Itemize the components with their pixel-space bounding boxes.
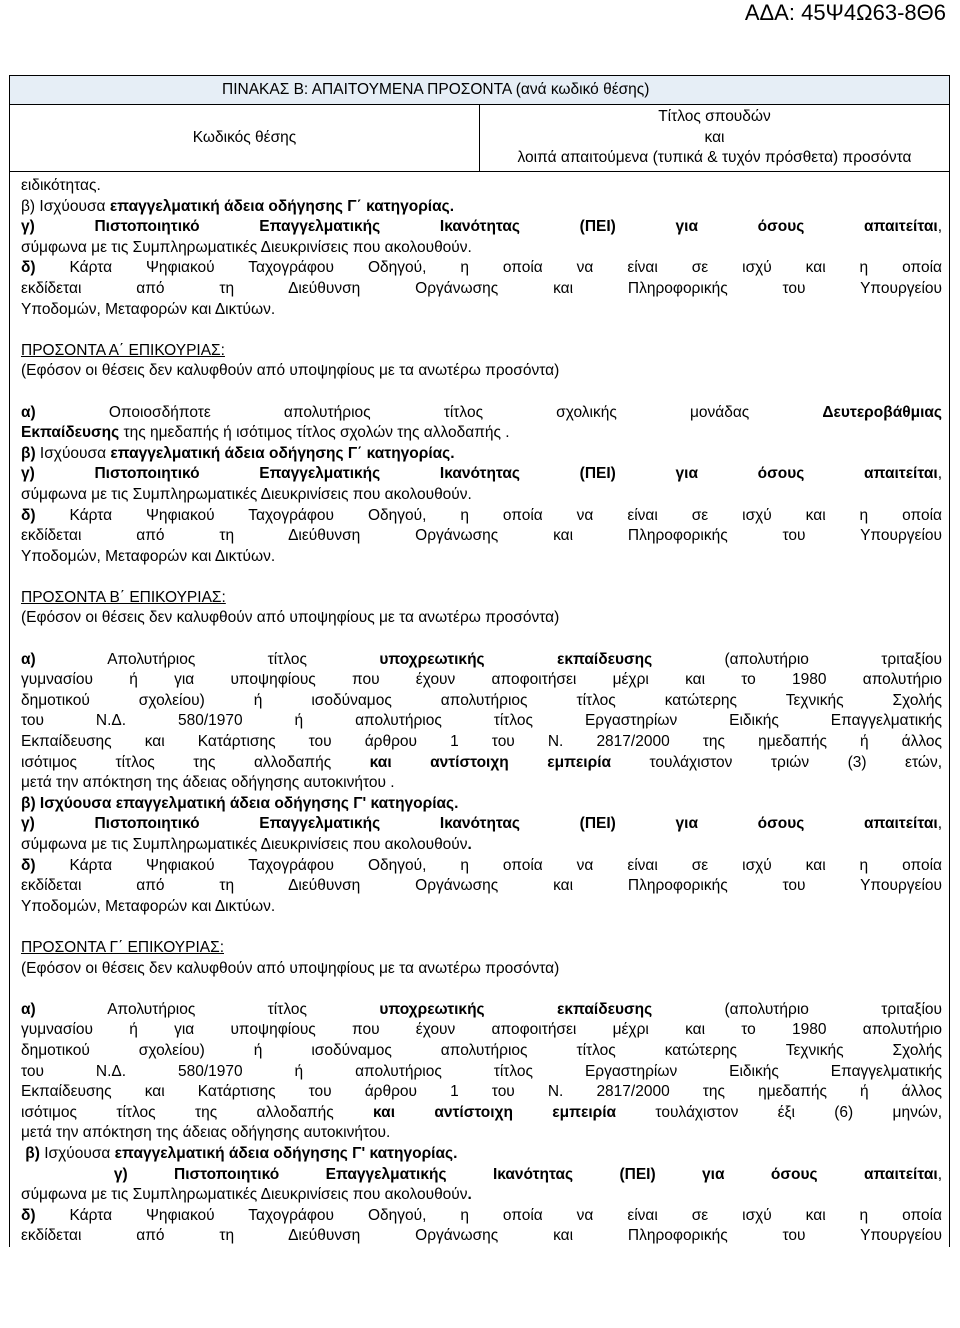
text-line: σύμφωνα με τις Συμπληρωματικές Διευκρινίσεις που ακολουθούν.	[21, 485, 472, 503]
text-line: μετά την απόκτηση της άδειας οδήγησης αυτοκινήτου.	[21, 1124, 391, 1142]
column-header-code: Κωδικός θέσης	[10, 105, 480, 172]
table-title-row	[10, 76, 950, 105]
text-line: β) Ισχύουσα επαγγελματική άδεια οδήγησης Γ΄ κατηγορίας.	[21, 444, 455, 462]
text-line: α) Απολυτήριος τίτλος υποχρεωτικής εκπαίδευσης (απολυτήριο τριταξίου	[21, 1000, 942, 1018]
table-header-row	[10, 105, 950, 172]
text-line: του Ν.Δ. 580/1970 ή απολυτήριος τίτλος Εργαστηρίων Ειδικής Επαγγελματικής	[21, 1062, 942, 1080]
text-line: β) Ισχύουσα επαγγελματική άδεια οδήγησης Γ' κατηγορίας.	[21, 794, 459, 812]
ada-code: ΑΔΑ: 45Ψ4Ω63-8Θ6	[744, 0, 946, 25]
text-line: σύμφωνα με τις Συμπληρωματικές Διευκρινίσεις που ακολουθούν.	[21, 238, 472, 256]
text-line: Υποδομών, Μεταφορών και Δικτύων.	[21, 300, 276, 318]
text-line: ισότιμος τίτλος της αλλοδαπής και αντίστοιχη εμπειρία τουλάχιστον τριών (3) ετών,	[21, 753, 942, 771]
text-line: Εκπαίδευσης και Κατάρτισης του άρθρου 1 του Ν. 2817/2000 της ημεδαπής ή άλλος	[21, 733, 942, 751]
section-heading: ΠΡΟΣΟΝΤΑ Γ΄ ΕΠΙΚΟΥΡΙΑΣ:	[21, 938, 224, 956]
text-line: Υποδομών, Μεταφορών και Δικτύων.	[21, 897, 276, 915]
text-line: δ) Κάρτα Ψηφιακού Ταχογράφου Οδηγού, η οποία να είναι σε ισχύ και η οποία	[21, 259, 942, 277]
text-line: δ) Κάρτα Ψηφιακού Ταχογράφου Οδηγού, η οποία να είναι σε ισχύ και η οποία	[21, 506, 942, 524]
text-line: γ) Πιστοποιητικό Επαγγελματικής Ικανότητας (ΠΕΙ) για όσους απαιτείται,	[21, 1165, 942, 1183]
text-line: σύμφωνα με τις Συμπληρωματικές Διευκρινίσεις που ακολουθούν.	[21, 836, 472, 853]
text-line: Εκπαίδευσης της ημεδαπής ή ισότιμος τίτλος σχολών της αλλοδαπής .	[21, 424, 510, 442]
text-line: γυμνασίου ή για υποψηφίους που έχουν αποφοιτήσει μέχρι και το 1980 απολυτήριο	[21, 1021, 942, 1039]
text-line: γ) Πιστοποιητικό Επαγγελματικής Ικανότητας (ΠΕΙ) για όσους απαιτείται,	[21, 218, 942, 236]
text-line: α) Απολυτήριος τίτλος υποχρεωτικής εκπαίδευσης (απολυτήριο τριταξίου	[21, 650, 942, 668]
section-heading: ΠΡΟΣΟΝΤΑ Β΄ ΕΠΙΚΟΥΡΙΑΣ:	[21, 588, 226, 606]
text-line: ισότιμος τίτλος της αλλοδαπής και αντίστοιχη εμπειρία τουλάχιστον έξι (6) μηνών,	[21, 1103, 942, 1121]
text-line: μετά την απόκτηση της άδειας οδήγησης αυτοκινήτου .	[21, 774, 395, 792]
text-line: του Ν.Δ. 580/1970 ή απολυτήριος τίτλος Εργαστηρίων Ειδικής Επαγγελματικής	[21, 712, 942, 730]
requirements-cell	[10, 172, 950, 1247]
text-line: γ) Πιστοποιητικό Επαγγελματικής Ικανότητας (ΠΕΙ) για όσους απαιτείται,	[21, 815, 942, 833]
text-line: α) Οποιοσδήποτε απολυτήριος τίτλος σχολικής μονάδας Δευτεροβάθμιας	[21, 403, 942, 421]
text-line: εκδίδεται από τη Διεύθυνση Οργάνωσης και Πληροφορικής του Υπουργείου	[21, 877, 942, 895]
text-line: β) Ισχύουσα επαγγελματική άδεια οδήγησης Γ' κατηγορίας.	[21, 1144, 458, 1162]
column-header-title: Τίτλος σπουδών και λοιπά απαιτούμενα (τυπικά & τυχόν πρόσθετα) προσόντα	[480, 105, 950, 172]
text-line: γυμνασίου ή για υποψηφίους που έχουν αποφοιτήσει μέχρι και το 1980 απολυτήριο	[21, 671, 942, 689]
text-line: εκδίδεται από τη Διεύθυνση Οργάνωσης και Πληροφορικής του Υπουργείου	[21, 1227, 942, 1245]
table-title: ΠΙΝΑΚΑΣ Β: ΑΠΑΙΤΟΥΜΕΝΑ ΠΡΟΣΟΝΤΑ (ανά κωδικό θέσης)	[10, 76, 950, 105]
section-note: (Εφόσον οι θέσεις δεν καλυφθούν από υποψηφίους με τα ανωτέρω προσόντα)	[21, 959, 560, 977]
text-line: δημοτικού σχολείου) ή ισοδύναμος απολυτήριος τίτλος κατώτερης Τεχνικής Σχολής	[21, 1041, 942, 1059]
text-line: ειδικότητας.	[21, 177, 101, 194]
section-note: (Εφόσον οι θέσεις δεν καλυφθούν από υποψηφίους με τα ανωτέρω προσόντα)	[21, 609, 560, 627]
text-line: σύμφωνα με τις Συμπληρωματικές Διευκρινίσεις που ακολουθούν.	[21, 1186, 472, 1204]
text-line: β) Ισχύουσα επαγγελματική άδεια οδήγησης Γ΄ κατηγορίας.	[21, 197, 454, 215]
table-row	[10, 172, 950, 1247]
section-heading: ΠΡΟΣΟΝΤΑ Α΄ ΕΠΙΚΟΥΡΙΑΣ:	[21, 341, 225, 359]
text-line: δ) Κάρτα Ψηφιακού Ταχογράφου Οδηγού, η οποία να είναι σε ισχύ και η οποία	[21, 1206, 942, 1224]
text-line: Εκπαίδευσης και Κατάρτισης του άρθρου 1 του Ν. 2817/2000 της ημεδαπής ή άλλος	[21, 1083, 942, 1101]
requirements-table	[9, 75, 950, 1247]
text-line: δημοτικού σχολείου) ή ισοδύναμος απολυτήριος τίτλος κατώτερης Τεχνικής Σχολής	[21, 691, 942, 709]
text-line: εκδίδεται από τη Διεύθυνση Οργάνωσης και Πληροφορικής του Υπουργείου	[21, 279, 942, 297]
section-note: (Εφόσον οι θέσεις δεν καλυφθούν από υποψηφίους με τα ανωτέρω προσόντα)	[21, 362, 560, 380]
text-line: Υποδομών, Μεταφορών και Δικτύων.	[21, 547, 276, 565]
text-line: γ) Πιστοποιητικό Επαγγελματικής Ικανότητας (ΠΕΙ) για όσους απαιτείται,	[21, 465, 942, 483]
text-line: εκδίδεται από τη Διεύθυνση Οργάνωσης και Πληροφορικής του Υπουργείου	[21, 527, 942, 545]
requirements-text	[10, 172, 949, 1247]
text-line: δ) Κάρτα Ψηφιακού Ταχογράφου Οδηγού, η οποία να είναι σε ισχύ και η οποία	[21, 856, 942, 874]
